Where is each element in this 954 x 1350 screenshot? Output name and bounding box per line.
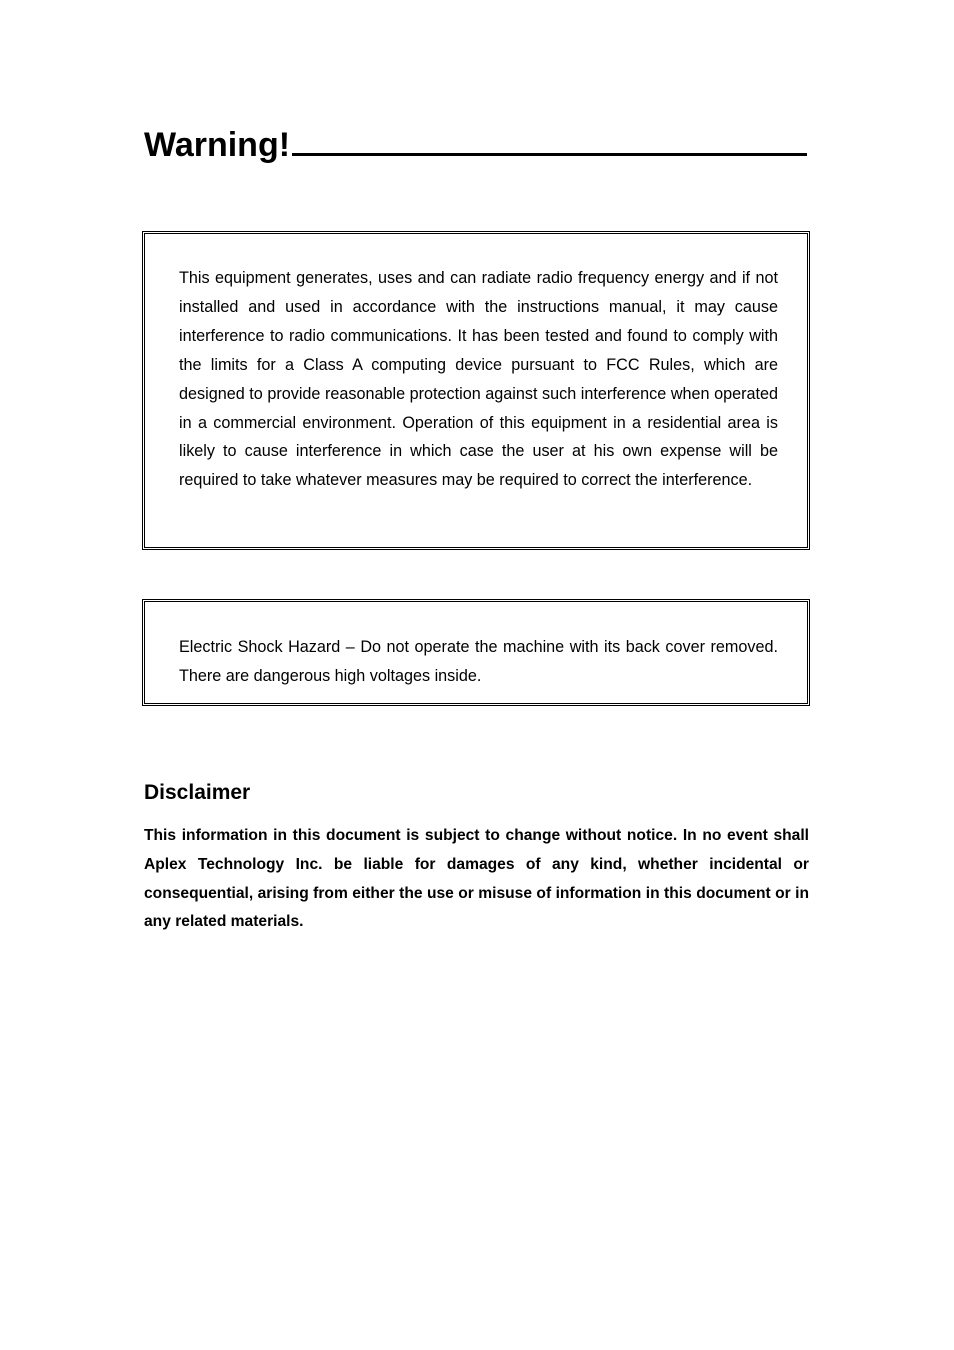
fcc-notice-box xyxy=(142,231,810,550)
page-title xyxy=(144,120,807,170)
fcc-notice-text: This equipment generates, uses and can radiate radio frequency energy and if not installed and used in accordance with the instructions manual, it may cause interference to radio communications. It has been tested and found to comply with the limits for a Class A computing device pursuant to FCC Rules, which are designed to provide reasonable protection against such interference when operated in a commercial environment. Operation of this equipment in a residential area is likely to cause interference in which case the user at his own expense will be required to take whatever measures may be required to correct the interference. xyxy=(179,269,778,490)
warning-title-text: Warning! xyxy=(144,126,291,164)
title-underline xyxy=(292,153,807,156)
shock-hazard-box xyxy=(142,599,810,706)
disclaimer-text: This information in this document is subject to change without notice. In no event shall Aplex Technology Inc. be liable for damages of any kind, whether incidental or consequential, arising from either the use or misuse of information in this document or in any related materials. xyxy=(144,827,809,931)
disclaimer-heading: Disclaimer xyxy=(144,781,251,804)
shock-hazard-text: Electric Shock Hazard – Do not operate the machine with its back cover removed. There are dangerous high voltages inside. xyxy=(179,638,778,685)
